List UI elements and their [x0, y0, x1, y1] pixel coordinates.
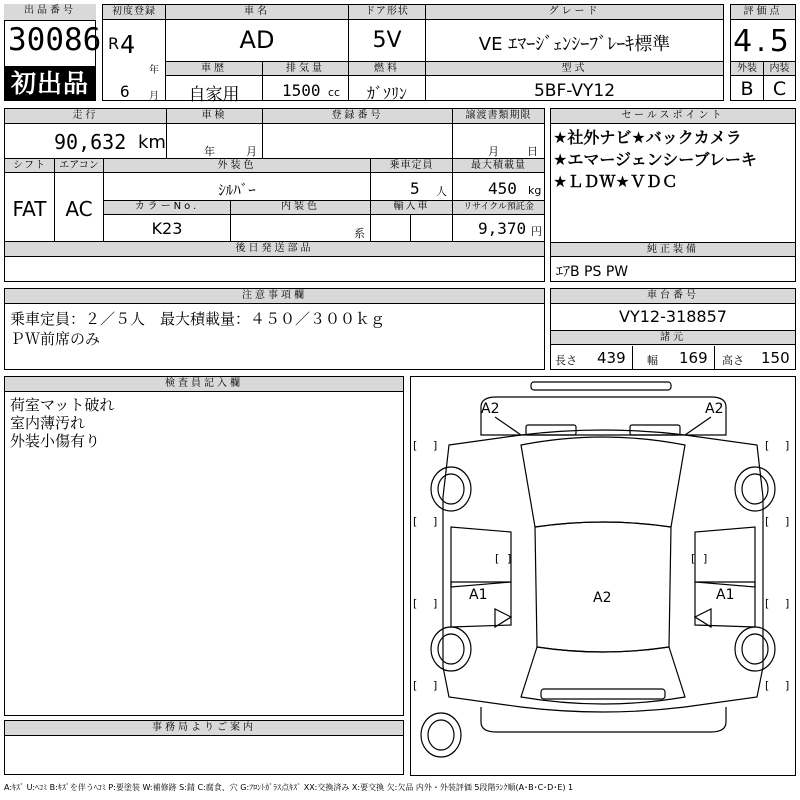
recycle-fee: 9,370 [478, 219, 527, 238]
color-no-label: カラーNo. [134, 201, 200, 212]
height: 150 [761, 349, 790, 367]
notes-line-1: 乗車定員：２／５人 最大積載量：４５０／３００ｋｇ [10, 310, 386, 328]
chassis-label: 車台番号 [551, 289, 795, 304]
inspection-month-unit: 月 [246, 145, 257, 158]
inspection-year-unit: 年 [204, 145, 215, 158]
width-label: 幅 [647, 354, 658, 367]
interior-grade: C [772, 78, 787, 100]
sales-point-2: ★エマージェンシーブレーキ [553, 150, 757, 169]
capacity-unit: 人 [436, 185, 447, 198]
load-unit: kg [528, 184, 542, 197]
svg-text:[: [ [413, 439, 418, 452]
fuel: ｶﾞｿﾘﾝ [366, 84, 407, 103]
reg-year: 4 [120, 30, 136, 59]
car-name-label: 車名 [244, 6, 270, 17]
damage-mark-left-front: A2 [481, 401, 500, 417]
history: 自家用 [188, 85, 240, 105]
svg-text:[: [ [413, 597, 418, 610]
interior-label: 内装 [769, 63, 790, 74]
exterior-label: 外装 [737, 63, 757, 74]
car-diagram-frame [410, 376, 796, 776]
damage-mark-left-side: A1 [469, 587, 488, 603]
svg-text:[: [ [765, 439, 770, 452]
inspector-line-1: 荷室マット破れ [10, 396, 115, 414]
svg-text:]: ] [433, 597, 438, 610]
chassis-number: VY12-318857 [619, 307, 727, 326]
svg-text:]: ] [433, 515, 438, 528]
reg-era: R [108, 34, 120, 53]
load: 450 [488, 179, 517, 198]
svg-text:[: [ [691, 552, 696, 565]
inspector-line-2: 室内薄汚れ [10, 414, 86, 432]
mileage-unit: km [138, 132, 166, 153]
shift-label: シフト [13, 160, 46, 171]
car-name: AD [239, 26, 275, 54]
front-bumper-shape [481, 707, 726, 732]
later-parts-label: 後日発送部品 [5, 242, 544, 257]
reg-month: 6 [120, 82, 130, 101]
score-label: 評価点 [731, 5, 795, 20]
door-label: ドア形状 [365, 6, 409, 17]
svg-text:[: [ [765, 515, 770, 528]
svg-text:]: ] [703, 552, 708, 565]
exterior-grade: B [740, 78, 754, 100]
svg-text:[: [ [765, 679, 770, 692]
roof-shape [535, 522, 671, 652]
inspector-line-3: 外装小傷有り [10, 432, 101, 450]
dims-label: 諸元 [551, 330, 795, 345]
sales-point-3: ★ＬＤＷ★ＶＤＣ [553, 172, 678, 191]
width: 169 [679, 349, 708, 367]
reg-label: 初度登録 [112, 6, 156, 17]
svg-text:]: ] [433, 679, 438, 692]
capacity: 5 [410, 179, 420, 198]
vehicle-frame [4, 108, 545, 242]
shift: FAT [12, 197, 47, 221]
grade: VE ｴﾏｰｼﾞｪﾝｼｰﾌﾞﾚｰｷ標準 [478, 34, 671, 55]
mileage: 90,632 [54, 130, 127, 154]
rear-glass-shape [521, 437, 685, 527]
interior-color-label: 内装色 [281, 201, 320, 212]
ac-label: エアコン [59, 160, 99, 171]
displacement-unit: cc [328, 86, 341, 99]
color-label: 外装色 [217, 160, 257, 171]
recycle-unit: 円 [531, 225, 542, 238]
color-no: K23 [151, 219, 183, 238]
svg-text:]: ] [507, 552, 512, 565]
svg-text:[: [ [495, 552, 500, 565]
notes-line-2: ＰＷ前席のみ [10, 330, 101, 348]
body-outline-shape [443, 430, 763, 712]
office-label: 事務局よりご案内 [5, 721, 403, 736]
sales-point-1: ★社外ナビ★バックカメラ [553, 128, 742, 147]
length: 439 [597, 349, 626, 367]
transfer-label: 譲渡書類期限 [465, 110, 532, 121]
inspection-label: 車検 [201, 110, 228, 121]
mileage-label: 走行 [72, 110, 99, 121]
inspector-label: 検査員記入欄 [5, 377, 403, 392]
capacity-label: 乗車定員 [389, 160, 434, 171]
lot-label: 出品番号 [4, 4, 96, 21]
notes-label: 注意事項欄 [5, 289, 544, 304]
interior-color-unit: 系 [354, 227, 365, 240]
transfer-day-unit: 日 [527, 145, 538, 158]
svg-text:]: ] [433, 439, 438, 452]
model: 5BF-VY12 [533, 81, 616, 101]
displacement-label: 排気量 [286, 63, 325, 74]
grade-label: グレード [548, 6, 601, 17]
genuine-label: 純正装備 [551, 242, 795, 257]
svg-text:]: ] [785, 439, 790, 452]
svg-text:]: ] [785, 597, 790, 610]
first-listing-badge: 初出品 [4, 66, 96, 101]
svg-text:]: ] [785, 515, 790, 528]
exterior-color: ｼﾙﾊﾞｰ [218, 181, 256, 199]
transfer-month-unit: 月 [488, 145, 499, 158]
door-type: 5V [372, 28, 402, 53]
genuine-equipment: ｴｱB PS PW [556, 264, 629, 280]
length-label: 長さ [555, 354, 577, 367]
import-label: 輸入車 [393, 201, 430, 212]
front-grille-shape [541, 689, 665, 699]
model-label: 型式 [561, 63, 588, 74]
windshield-shape [521, 647, 685, 704]
recycle-label: リサイクル預託金 [463, 202, 534, 212]
svg-text:[: [ [413, 679, 418, 692]
lot-number: 30086 [8, 22, 102, 58]
displacement: 1500 [282, 81, 321, 100]
damage-mark-right-side: A1 [716, 587, 735, 603]
sales-points-label: セールスポイント [551, 109, 795, 124]
score: 4.5 [733, 24, 793, 59]
history-label: 車歴 [201, 63, 227, 74]
plate-label: 登録番号 [331, 110, 384, 121]
damage-mark-right-front: A2 [705, 401, 724, 417]
fuel-label: 燃料 [374, 63, 400, 74]
damage-mark-roof: A2 [593, 590, 612, 606]
svg-text:[: [ [765, 597, 770, 610]
ac: AC [65, 197, 93, 221]
svg-text:]: ] [785, 679, 790, 692]
load-label: 最大積載量 [471, 160, 526, 171]
month-unit: 月 [149, 91, 159, 102]
height-label: 高さ [722, 354, 744, 367]
rear-bumper-shape [531, 382, 671, 390]
year-unit: 年 [149, 65, 159, 76]
car-damage-diagram [411, 377, 795, 775]
damage-legend: A:ｷｽﾞ U:ﾍｺﾐ B:ｷｽﾞを伴うﾍｺﾐ P:要塗装 W:補修跡 S:錆 C:腐食、穴 G:ﾌﾛﾝﾄｶﾞﾗｽ点ｷｽﾞ XX:交換済み X:要交換 欠:欠品 内外・外装評価 5段階ﾗﾝｸ順(A･B･C･D･E) 1 [4, 783, 574, 792]
left-rear-door-shape [451, 527, 511, 587]
svg-text:[: [ [413, 515, 418, 528]
rear-panel-shape [481, 397, 726, 435]
